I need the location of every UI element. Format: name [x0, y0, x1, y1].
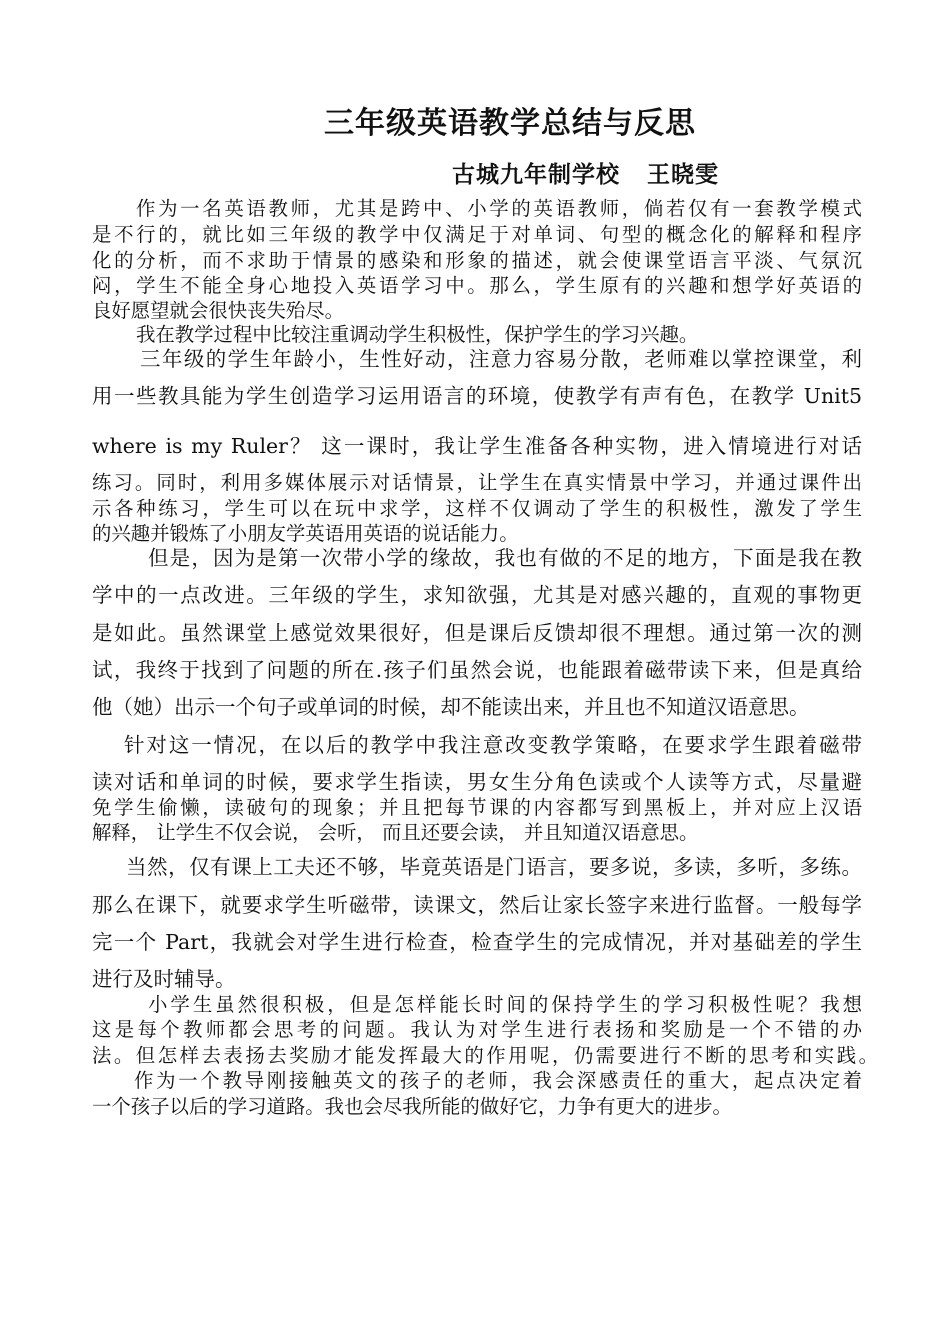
paragraph-line: 当然，仅有课上工夫还不够，毕竟英语是门语言，要多说，多读，多听，多练。: [126, 855, 862, 879]
paragraph-line: 作为一名英语教师，尤其是跨中、小学的英语教师，倘若仅有一套教学模式: [136, 197, 862, 220]
paragraph-line: 良好愿望就会很快丧失殆尽。: [92, 299, 345, 322]
paragraph-line: 是不行的，就比如三年级的教学中仅满足于对单词、句型的概念化的解释和程序: [92, 223, 862, 246]
paragraph-line: 三年级的学生年龄小，生性好动，注意力容易分散，老师难以掌控课堂，利: [140, 347, 862, 371]
paragraph-line: where is my Ruler？ 这一课时，我让学生准备各种实物，进入情境进行对话: [92, 434, 862, 458]
paragraph-line: 化的分析，而不求助于情景的感染和形象的描述，就会使课堂语言平淡、气氛沉: [92, 249, 862, 272]
paragraph-line: 示各种练习，学生可以在玩中求学，这样不仅调动了学生的积极性，激发了学生: [92, 497, 862, 520]
paragraph-line: 那么在课下，就要求学生听磁带，读课文，然后让家长签字来进行监督。一般每学: [92, 893, 862, 917]
paragraph-line: 解释， 让学生不仅会说， 会听， 而且还要会读， 并且知道汉语意思。: [92, 821, 699, 844]
paragraph-line: 的兴趣并锻炼了小朋友学英语用英语的说话能力。: [92, 522, 519, 545]
paragraph-line: 但是，因为是第一次带小学的缘故，我也有做的不足的地方，下面是我在教: [148, 546, 862, 570]
paragraph-line: 试，我终于找到了问题的所在.孩子们虽然会说，也能跟着磁带读下来，但是真给: [92, 658, 862, 682]
paragraph-line: 用一些教具能为学生创造学习运用语言的环境，使教学有声有色，在教学 Unit5: [92, 384, 862, 408]
paragraph-line: 闷，学生不能全身心地投入英语学习中。那么，学生原有的兴趣和想学好英语的: [92, 274, 862, 297]
paragraph-line: 进行及时辅导。: [92, 967, 236, 991]
paragraph-line: 小学生虽然很积极，但是怎样能长时间的保持学生的学习积极性呢？我想: [148, 993, 862, 1016]
document-title: 三年级英语教学总结与反思: [324, 106, 696, 141]
author-line: 古城九年制学校 王晓雯: [452, 162, 720, 188]
paragraph-line: 是如此。虽然课堂上感觉效果很好，但是课后反馈却很不理想。通过第一次的测: [92, 621, 862, 645]
paragraph-line: 我在教学过程中比较注重调动学生积极性，保护学生的学习兴趣。: [136, 323, 699, 346]
paragraph-line: 免学生偷懒，读破句的现象；并且把每节课的内容都写到黑板上，并对应上汉语: [92, 796, 862, 819]
paragraph-line: 读对话和单词的时候，要求学生指读，男女生分角色读或个人读等方式，尽量避: [92, 770, 862, 794]
paragraph-line: 学中的一点改进。三年级的学生，求知欲强，尤其是对感兴趣的，直观的事物更: [92, 583, 862, 607]
paragraph-line: 法。但怎样去表扬去奖励才能发挥最大的作用呢，仍需要进行不断的思考和实践。: [92, 1044, 878, 1067]
paragraph-line: 完一个 Part，我就会对学生进行检查，检查学生的完成情况，并对基础差的学生: [92, 930, 862, 954]
paragraph-line: 这是每个教师都会思考的问题。我认为对学生进行表扬和奖励是一个不错的办: [92, 1018, 862, 1041]
paragraph-line: 针对这一情况，在以后的教学中我注意改变教学策略，在要求学生跟着磁带: [124, 733, 862, 757]
paragraph-line: 他（她）出示一个句子或单词的时候，却不能读出来，并且也不知道汉语意思。: [92, 695, 810, 719]
paragraph-line: 作为一个教导刚接触英文的孩子的老师，我会深感责任的重大，起点决定着: [134, 1069, 862, 1092]
paragraph-line: 练习。同时，利用多媒体展示对话情景，让学生在真实情景中学习，并通过课件出: [92, 471, 862, 494]
paragraph-line: 一个孩子以后的学习道路。我也会尽我所能的做好它，力争有更大的进步。: [92, 1095, 732, 1118]
